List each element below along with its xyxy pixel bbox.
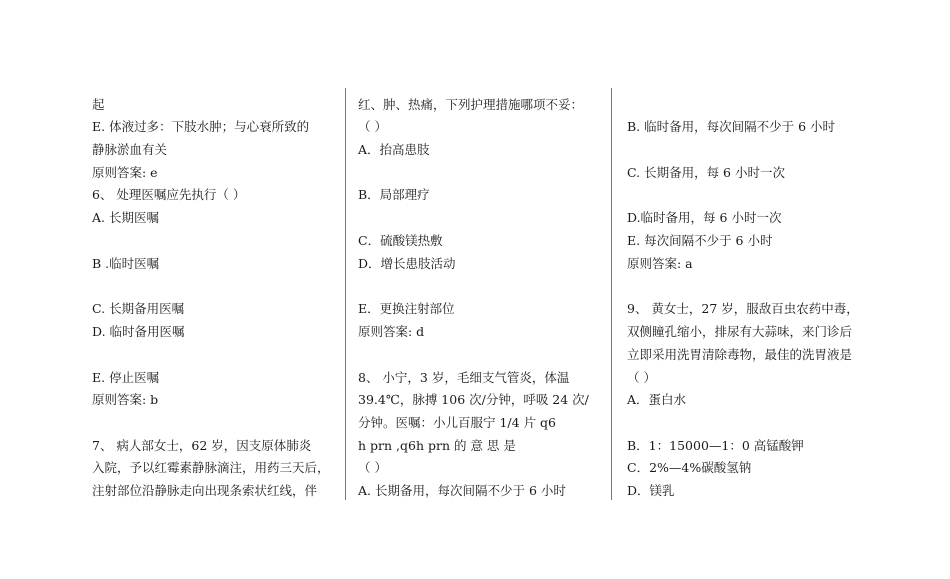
- question-stem: 6、 处理医嘱应先执行（ ）: [92, 187, 246, 202]
- option-d: D.临时备用，每 6 小时一次: [627, 210, 782, 225]
- question-stem: （ ）: [627, 370, 656, 385]
- option-b: B .临时医嘱: [92, 256, 160, 271]
- option-e: E．更换注射部位: [358, 301, 455, 316]
- column-3: [627, 0, 867, 579]
- option-a: A. 长期备用，每次间隔不少于 6 小时: [358, 483, 566, 498]
- text-line: 起: [92, 97, 105, 112]
- question-stem: 入院，予以红霉素静脉滴注，用药三天后，: [92, 460, 330, 475]
- question-stem: 9、 黄女士，27 岁，服敌百虫农药中毒，: [627, 301, 859, 316]
- question-stem: 注射部位沿静脉走向出现条索状红线，伴: [92, 483, 318, 498]
- option-b: B．1：15000—1：0 高锰酸钾: [627, 438, 804, 453]
- column-divider-1: [345, 88, 346, 500]
- answer-line: 原则答案: e: [92, 165, 158, 180]
- question-stem: （ ）: [358, 460, 387, 475]
- option-c: C. 长期备用医嘱: [92, 301, 185, 316]
- text-line: E. 体液过多：下肢水肿；与心衰所致的: [92, 119, 310, 134]
- question-stem: 立即采用洗胃清除毒物，最佳的洗胃液是: [627, 347, 853, 362]
- option-a: A．抬高患肢: [358, 142, 430, 157]
- option-d: D. 临时备用医嘱: [92, 324, 185, 339]
- option-e: E. 每次间隔不少于 6 小时: [627, 233, 773, 248]
- question-stem: （ ）: [358, 119, 387, 134]
- option-d: D．增长患肢活动: [358, 256, 456, 271]
- option-a: A. 长期医嘱: [92, 210, 159, 225]
- question-stem: 7、 病人部女士，62 岁，因支原体肺炎: [92, 438, 312, 453]
- question-stem: 39.4℃，脉搏 106 次/分钟，呼吸 24 次/: [358, 392, 589, 407]
- question-stem: 红、肿、热痛，下列护理措施哪项不妥：: [358, 97, 584, 112]
- option-c: C．2%—4%碳酸氢钠: [627, 460, 752, 475]
- answer-line: 原则答案: a: [627, 256, 693, 271]
- question-stem: h prn ,q6h prn 的 意 思 是: [358, 438, 516, 453]
- option-c: C. 长期备用，每 6 小时一次: [627, 165, 785, 180]
- option-e: E. 停止医嘱: [92, 370, 160, 385]
- question-stem: 分钟。医嘱：小儿百服宁 1/4 片 q6: [358, 415, 556, 430]
- column-1: [92, 0, 332, 579]
- question-stem: 8、 小宁，3 岁，毛细支气管炎，体温: [358, 370, 570, 385]
- option-b: B. 临时备用，每次间隔不少于 6 小时: [627, 119, 836, 134]
- option-d: D．镁乳: [627, 483, 675, 498]
- column-2: [358, 0, 598, 579]
- answer-line: 原则答案: d: [358, 324, 425, 339]
- option-a: A．蛋白水: [627, 392, 687, 407]
- column-divider-2: [611, 88, 612, 500]
- option-b: B．局部理疗: [358, 187, 430, 202]
- question-stem: 双侧瞳孔缩小，排尿有大蒜味，来门诊后: [627, 324, 853, 339]
- answer-line: 原则答案: b: [92, 392, 159, 407]
- option-c: C．硫酸镁热敷: [358, 233, 443, 248]
- text-line: 静脉淤血有关: [92, 142, 168, 157]
